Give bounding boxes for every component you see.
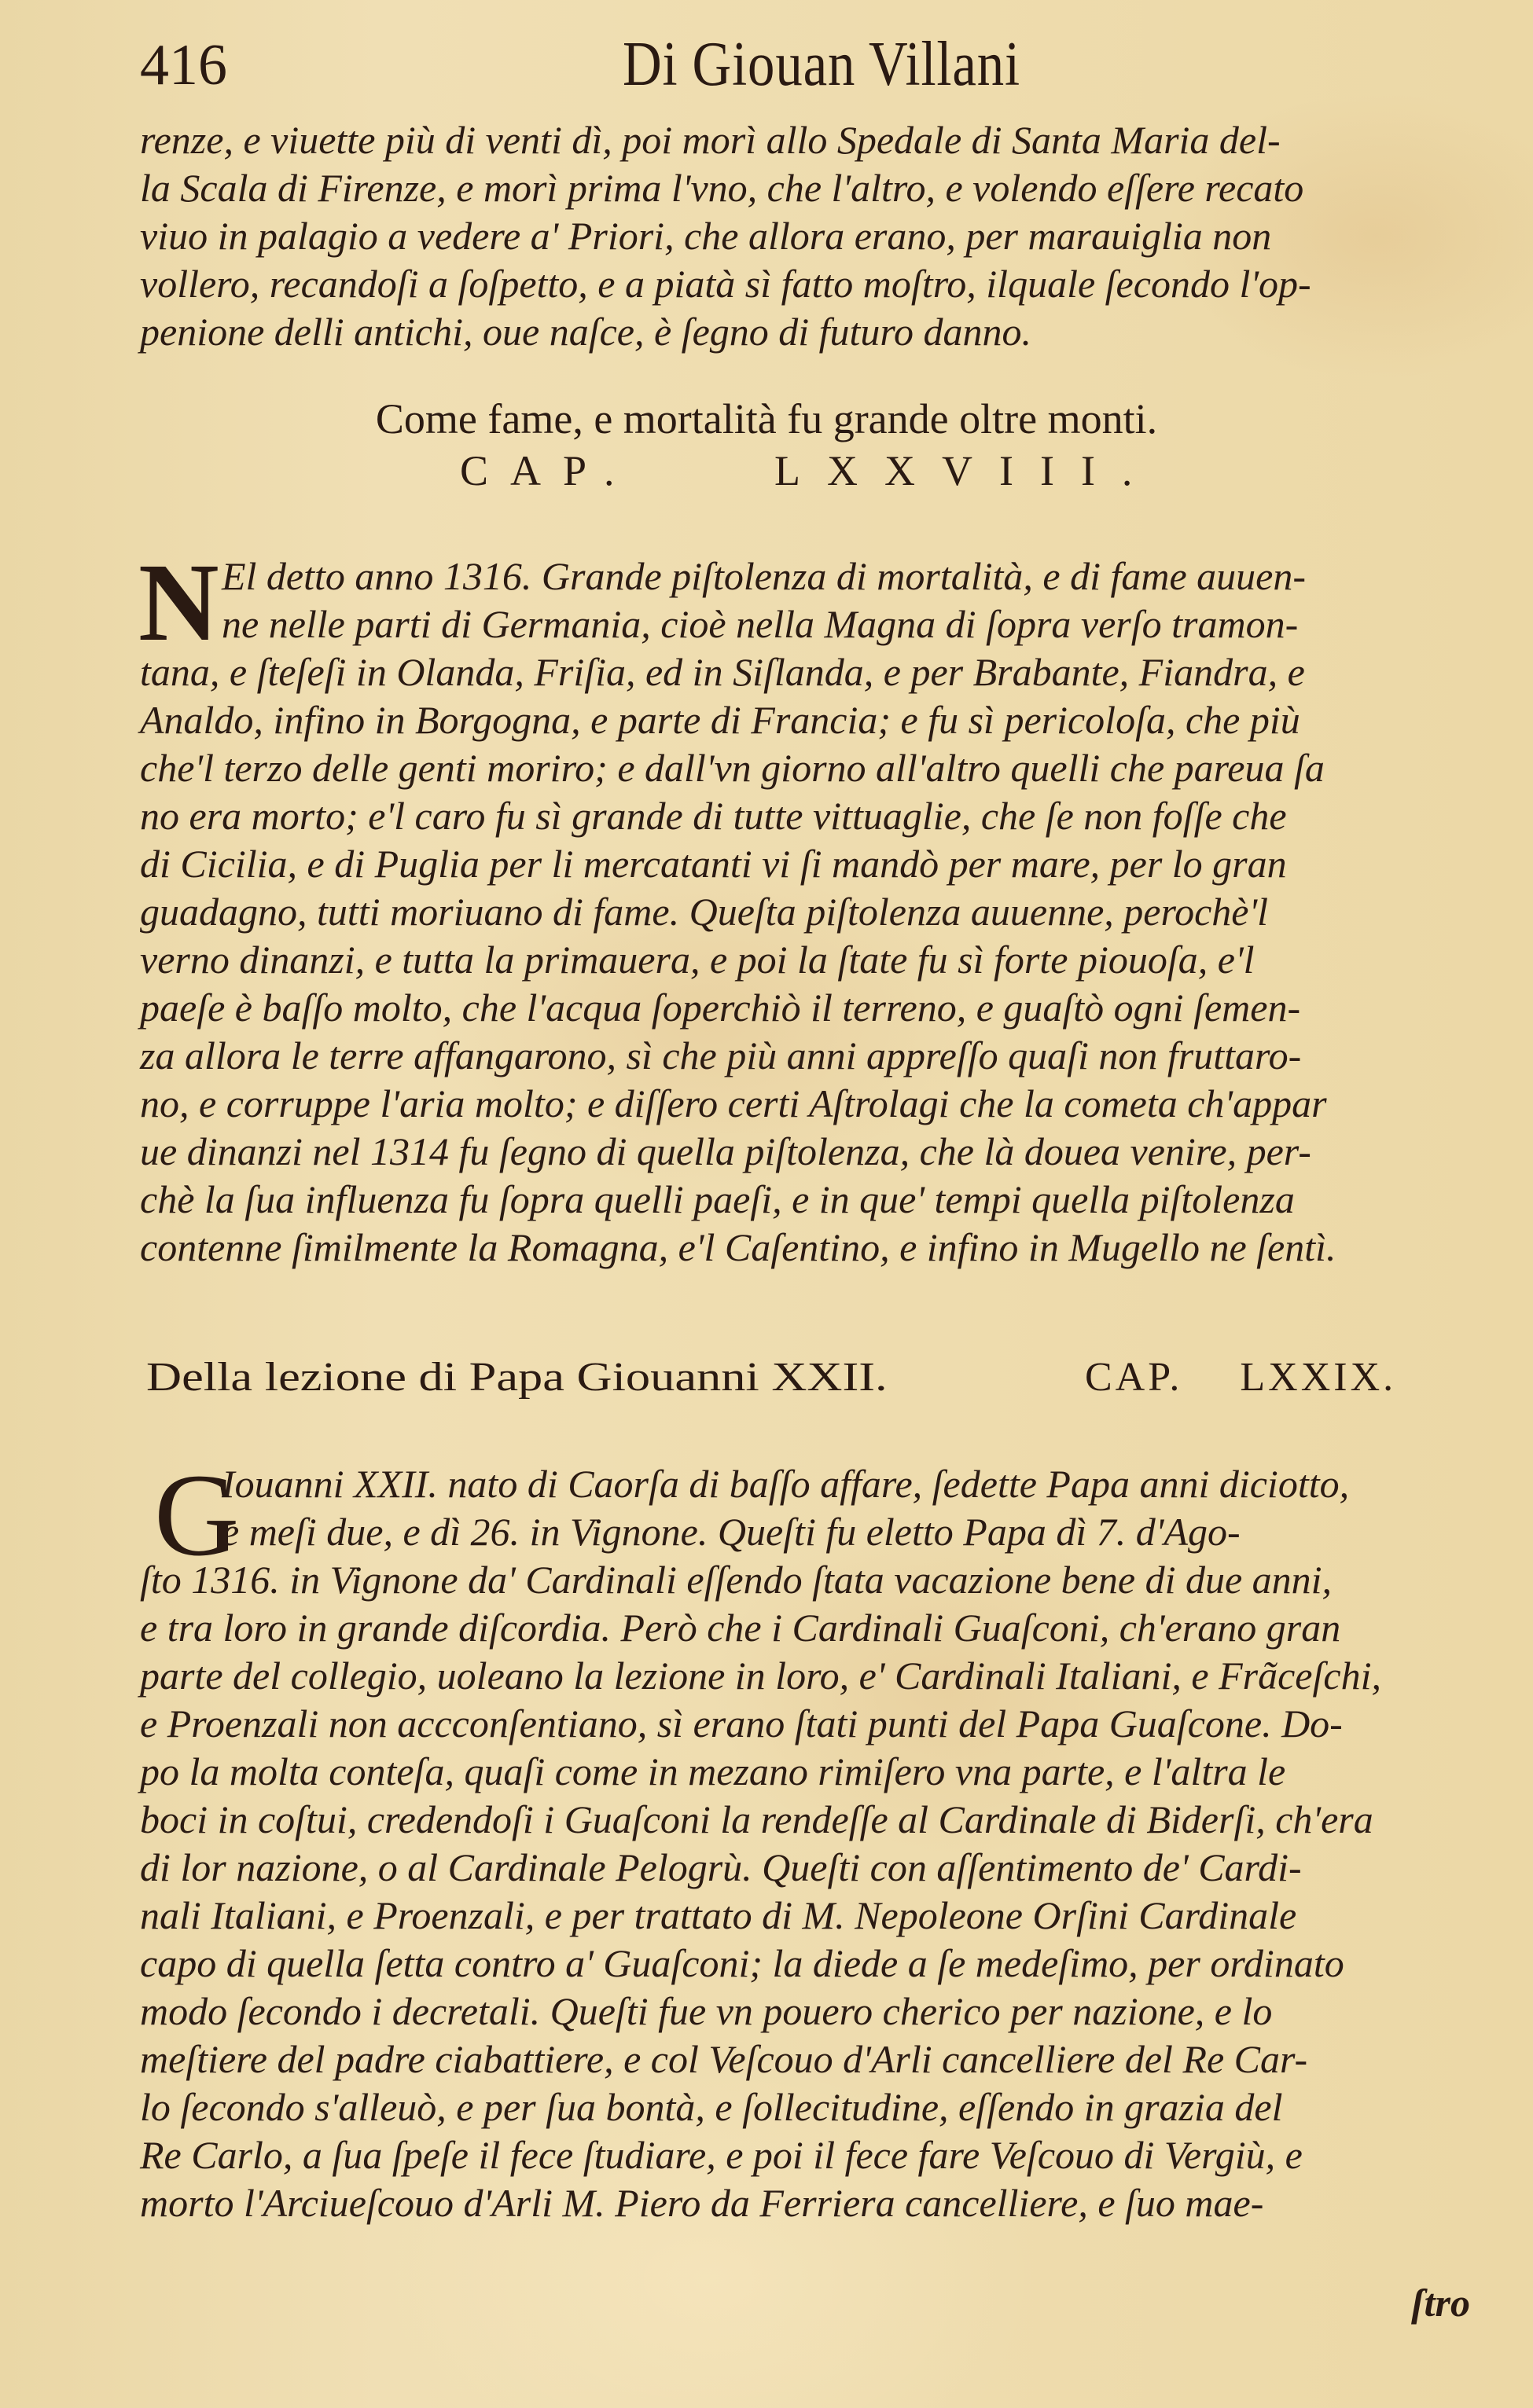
text-line: za allora le terre affangarono, sì che più anni appreſſo quaſi non fruttaro- [140,1033,1302,1077]
text-line: la Scala di Firenze, e morì prima l'vno, che l'altro, e volendo eſſere recato [140,166,1304,210]
text-line: viuo in palagio a vedere a' Priori, che allora erano, per marauiglia non [140,214,1272,258]
text-line: parte del collegio, uoleano la lezione in loro, e' Cardinali Italiani, e Frãceſchi, [140,1654,1381,1698]
text-line: di Cicilia, e di Puglia per li mercatanti vi ſi mandò per mare, per lo gran [140,842,1287,886]
page-number: 416 [140,33,227,97]
text-line: modo ſecondo i decretali. Queſti fue vn pouero cherico per nazione, e lo [140,1989,1273,2033]
text-line: no era morto; e'l caro fu sì grande di tutte vittuaglie, che ſe non foſſe che [140,794,1287,838]
chapter-78-cap-label: CAP. [460,447,637,494]
text-line: vollero, recandoſi a ſoſpetto, e a piatà sì fatto moſtro, ilquale ſecondo l'op- [140,262,1311,306]
chapter-79-title: Della lezione di Papa Giouanni XXII. [146,1355,888,1400]
text-line: nali Italiani, e Proenzali, e per trattato di M. Nepoleone Orſini Cardinale [140,1893,1297,1937]
text-line: po la molta conteſa, quaſi come in mezano rimiſero vna parte, e l'altra le [140,1749,1286,1793]
text-line: penione delli antichi, oue naſce, è ſegno di futuro danno. [140,310,1032,354]
catchword: ſtro [1411,2281,1470,2325]
text-line: no, e corruppe l'aria molto; e diſſero certi Aſtrolagi che la cometa ch'appar [140,1081,1327,1125]
drop-cap-g: G [154,1450,240,1580]
text-line: ue dinanzi nel 1314 fu ſegno di quella piſtolenza, che là douea venire, per- [140,1129,1311,1173]
text-line: chè la ſua influenza fu ſopra quelli paeſi, e in que' tempi quella piſtolenza [140,1177,1295,1221]
text-line: verno dinanzi, e tutta la primauera, e poi la ſtate fu sì forte piouoſa, e'l [140,938,1255,982]
running-title: Di Giouan Villani [622,30,1021,99]
text-line: boci in coſtui, credendoſi i Guaſconi la rendeſſe al Cardinale di Biderſi, ch'era [140,1797,1373,1841]
text-line: guadagno, tutti moriuano di fame. Queſta piſtolenza auuenne, perochè'l [140,890,1269,934]
text-line: Analdo, infino in Borgogna, e parte di Francia; e fu sì pericoloſa, che più [140,698,1300,742]
text-line: e Proenzali non accconſentiano, sì erano ſtati punti del Papa Guaſcone. Do- [140,1701,1343,1745]
text-line: Re Carlo, a ſua ſpeſe il fece ſtudiare, e poi il fece fare Veſcouo di Vergiù, e [140,2133,1303,2177]
text-line: e meſi due, e dì 26. in Vignone. Queſti fu eletto Papa dì 7. d'Ago- [222,1510,1241,1554]
text-line: ſto 1316. in Vignone da' Cardinali eſſendo ſtata vacazione bene di due anni, [140,1558,1333,1602]
text-line: meſtiere del padre ciabattiere, e col Veſcouo d'Arli cancelliere del Re Car- [140,2037,1308,2081]
text-line: e tra loro in grande diſcordia. Però che i Cardinali Guaſconi, ch'erano gran [140,1606,1341,1650]
chapter-79-cap-number: LXXIX. [1240,1355,1397,1400]
text-line: renze, e viuette più di venti dì, poi morì allo Spedale di Santa Maria del- [140,118,1281,162]
page-header [0,22,1533,108]
text-line: contenne ſimilmente la Romagna, e'l Caſentino, e infino in Mugello ne ſentì. [140,1225,1336,1269]
chapter-79-cap-label: CAP. [1085,1355,1183,1400]
text-line: lo ſecondo s'alleuò, e per ſua bontà, e ſollecitudine, eſſendo in grazia del [140,2085,1283,2129]
chapter-78-cap-number: LXXVIII. [774,447,1160,494]
text-line: Iouanni XXII. nato di Caorſa di baſſo affare, ſedette Papa anni diciotto, [222,1462,1350,1506]
drop-cap-n: N [138,540,219,664]
chapter-79-cap-line [1085,1352,1396,1404]
text-line: ne nelle parti di Germania, cioè nella Magna di ſopra verſo tramon- [222,602,1299,646]
chapter-78-title: Come fame, e mortalità fu grande oltre monti. [375,395,1158,442]
text-line: morto l'Arciueſcouo d'Arli M. Piero da Ferriera cancelliere, e ſuo mae- [140,2181,1264,2225]
text-line: paeſe è baſſo molto, che l'acqua ſoperchiò il terreno, e guaſtò ogni ſemen- [140,986,1301,1030]
text-line: capo di quella ſetta contro a' Guaſconi; la diede a ſe medeſimo, per ordinato [140,1941,1344,1985]
text-line: di lor nazione, o al Cardinale Pelogrù. Queſti con aſſentimento de' Cardi- [140,1845,1302,1889]
text-line: El detto anno 1316. Grande piſtolenza di mortalità, e di fame auuen- [222,554,1307,598]
text-line: tana, e ſteſeſi in Olanda, Friſia, ed in Siſlanda, e per Brabante, Fiandra, e [140,650,1305,694]
text-line: che'l terzo delle genti moriro; e dall'vn giorno all'altro quelli che pareua ſa [140,746,1325,790]
